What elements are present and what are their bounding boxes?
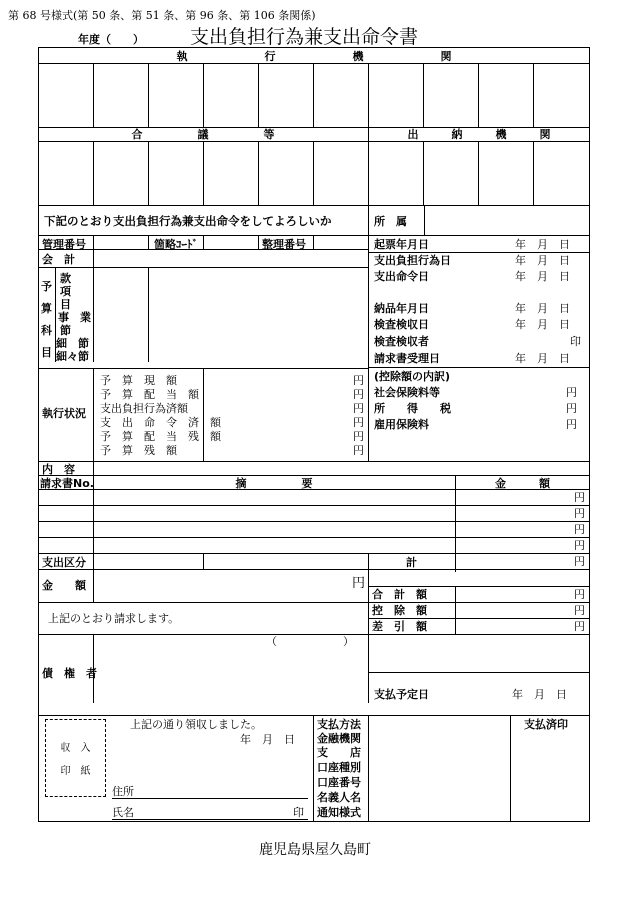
amount-unit: 円 bbox=[574, 523, 585, 536]
paid-stamp-label: 支払済印 bbox=[524, 718, 568, 731]
exec-item-unit: 円 bbox=[353, 374, 364, 387]
date-label: 請求書受理日 bbox=[374, 352, 440, 365]
scheduled-date-label: 支払予定日 bbox=[374, 688, 429, 701]
claim-statement: 上記のとおり請求します。 bbox=[48, 612, 180, 625]
account-label: 会 計 bbox=[42, 253, 75, 266]
receipt-field: 名義人名 bbox=[317, 791, 361, 804]
subtotal-unit: 円 bbox=[574, 555, 585, 568]
exec-item-label: 予 算 残 額 bbox=[100, 444, 177, 457]
receipt-field: 金融機関 bbox=[317, 732, 361, 745]
net-label: 差 引 額 bbox=[372, 620, 427, 633]
exec-status-label: 執行状況 bbox=[42, 407, 86, 420]
date-label: 納品年月日 bbox=[374, 302, 429, 315]
receipt-field: 支払方法 bbox=[317, 718, 361, 731]
summary-header: 摘 要 bbox=[235, 477, 313, 490]
date-label: 起票年月日 bbox=[374, 238, 429, 251]
consultation-header: 合 議 等 bbox=[131, 128, 275, 141]
deduction-unit: 円 bbox=[566, 386, 577, 399]
stamp-text: 収 入 bbox=[60, 743, 91, 754]
inspector-seal: 印 bbox=[570, 335, 581, 348]
date-label: 検査検収日 bbox=[374, 318, 429, 331]
total-label: 合 計 額 bbox=[372, 588, 427, 601]
creditor-parens: （ ） bbox=[266, 635, 354, 648]
budget-item: 事 業 bbox=[58, 311, 91, 324]
receipt-field: 口座種別 bbox=[317, 761, 361, 774]
date-value: 年 月 日 bbox=[515, 352, 570, 365]
amount-header: 金 額 bbox=[495, 477, 550, 490]
date-value: 年 月 日 bbox=[515, 270, 570, 283]
exec-item-label: 予 算 配 当 額 bbox=[100, 388, 199, 401]
abbrev-code-label: 箇略ｺｰﾄﾞ bbox=[154, 238, 198, 251]
budget-item: 節 bbox=[60, 324, 71, 337]
address-label: 住所 bbox=[112, 785, 134, 798]
stamp-text: 印 紙 bbox=[60, 766, 91, 777]
budget-item: 細 節 bbox=[56, 337, 89, 350]
budget-label-3: 科 bbox=[41, 324, 52, 337]
date-label: 支出負担行為日 bbox=[374, 254, 451, 267]
executing-header: 執 行 機 関 bbox=[176, 50, 452, 63]
received-date: 年 月 日 bbox=[240, 733, 295, 746]
reference-no-label: 整理番号 bbox=[262, 238, 306, 251]
amount-yen: 円 bbox=[352, 576, 366, 591]
exec-item-label: 支 出 命 令 済 額 bbox=[100, 416, 221, 429]
page-title: 支出負担行為兼支出命令書 bbox=[190, 26, 419, 48]
amount-unit: 円 bbox=[574, 491, 585, 504]
receipt-field: 口座番号 bbox=[317, 776, 361, 789]
deduction-label: 雇用保険料 bbox=[374, 418, 429, 431]
deduction-total-label: 控 除 額 bbox=[372, 604, 427, 617]
exec-item-unit: 円 bbox=[353, 444, 364, 457]
deduction-label: 社会保険料等 bbox=[374, 386, 440, 399]
exec-item-unit: 円 bbox=[353, 388, 364, 401]
budget-label-1: 予 bbox=[41, 280, 52, 293]
date-value: 年 月 日 bbox=[515, 254, 570, 267]
management-no-label: 管理番号 bbox=[42, 238, 86, 251]
budget-label-4: 目 bbox=[41, 346, 52, 359]
municipality-name: 鹿児島県屋久島町 bbox=[259, 842, 371, 858]
date-value: 年 月 日 bbox=[515, 238, 570, 251]
budget-item: 目 bbox=[60, 298, 71, 311]
deduction-total-unit: 円 bbox=[574, 604, 585, 617]
date-value: 年 月 日 bbox=[515, 318, 570, 331]
form-number: 第 68 号様式(第 50 条、第 51 条、第 96 条、第 106 条関係) bbox=[8, 9, 316, 22]
net-unit: 円 bbox=[574, 620, 585, 633]
deductions-title: (控除額の内訳) bbox=[374, 370, 451, 383]
amount-label: 金 額 bbox=[42, 579, 86, 592]
date-value: 年 月 日 bbox=[515, 302, 570, 315]
budget-item: 細々節 bbox=[56, 350, 89, 363]
contents-label: 内 容 bbox=[42, 463, 75, 476]
budget-item: 項 bbox=[60, 285, 71, 298]
exec-item-unit: 円 bbox=[353, 430, 364, 443]
revenue-stamp-box bbox=[45, 719, 106, 797]
amount-unit: 円 bbox=[574, 507, 585, 520]
budget-label-2: 算 bbox=[41, 302, 52, 315]
request-statement: 下記のとおり支出負担行為兼支出命令をしてよろしいか bbox=[44, 214, 332, 228]
budget-item: 款 bbox=[60, 272, 71, 285]
classification-label: 支出区分 bbox=[42, 556, 86, 569]
subtotal-label: 計 bbox=[406, 556, 417, 569]
exec-item-unit: 円 bbox=[353, 402, 364, 415]
exec-item-label: 予 算 現 額 bbox=[100, 374, 177, 387]
amount-unit: 円 bbox=[574, 539, 585, 552]
receipt-field: 通知様式 bbox=[317, 806, 361, 819]
scheduled-date-value: 年 月 日 bbox=[512, 688, 567, 701]
deduction-unit: 円 bbox=[566, 402, 577, 415]
exec-item-label: 予 算 配 当 残 額 bbox=[100, 430, 221, 443]
invoice-no-header: 請求書No. bbox=[40, 477, 94, 490]
receipt-field: 支 店 bbox=[317, 746, 361, 759]
date-label: 検査検収者 bbox=[374, 335, 429, 348]
total-unit: 円 bbox=[574, 588, 585, 601]
fiscal-year-label: 年度（ ） bbox=[78, 33, 144, 46]
deduction-label: 所 得 税 bbox=[374, 402, 451, 415]
department-label: 所 属 bbox=[374, 215, 407, 228]
name-label: 氏名 bbox=[112, 806, 134, 819]
treasury-header: 出 納 機 関 bbox=[407, 128, 551, 141]
exec-item-label: 支出負担行為済額 bbox=[100, 402, 188, 415]
exec-item-unit: 円 bbox=[353, 416, 364, 429]
deduction-unit: 円 bbox=[566, 418, 577, 431]
creditor-label: 債 権 者 bbox=[42, 667, 97, 680]
date-label: 支出命令日 bbox=[374, 270, 429, 283]
seal-mark: 印 bbox=[293, 806, 304, 819]
received-statement: 上記の通り領収しました。 bbox=[130, 718, 262, 731]
